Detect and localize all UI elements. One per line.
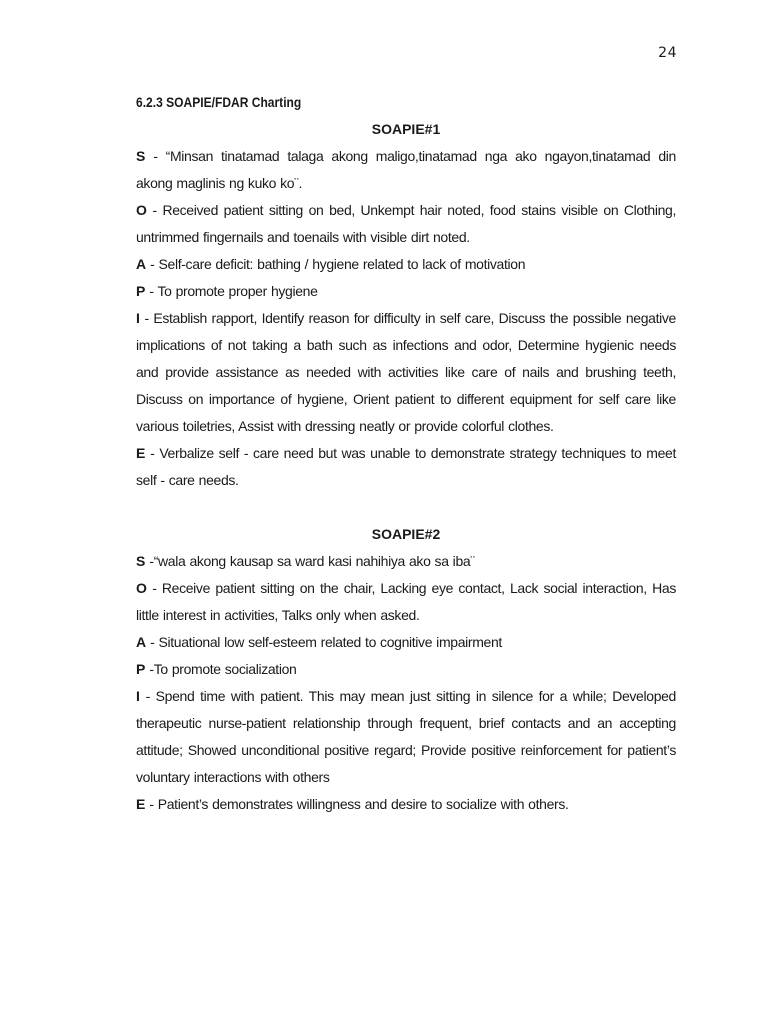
soapie2-objective [136, 575, 676, 629]
soapie2-o-tag: O [136, 580, 147, 596]
soapie1-p-tag: P [136, 283, 146, 299]
soapie1-subjective [136, 143, 676, 197]
soapie2-i-tag: I [136, 688, 140, 704]
soapie2-title: SOAPIE#2 [371, 526, 441, 542]
soapie2-a-text: - Situational low self-esteem related to cognitive impairment [146, 634, 502, 650]
soapie2-assessment [136, 629, 676, 656]
soapie1-e-text: - Verbalize self - care need but was unable to demonstrate strategy techniques to meet self - care needs. [136, 445, 676, 488]
soapie2-intervention [136, 683, 676, 791]
soapie1-intervention [136, 305, 676, 440]
soapie1-o-text: - Received patient sitting on bed, Unkempt hair noted, food stains visible on Clothing, untrimmed fingernails and toenails with visible dirt noted. [136, 202, 676, 245]
soapie2-s-text: -“wala akong kausap sa ward kasi nahihiya ako sa iba¨ [145, 553, 475, 569]
soapie1-e-tag: E [136, 445, 146, 461]
soapie1-s-text: - “Minsan tinatamad talaga akong maligo,tinatamad nga ako ngayon,tinatamad din akong maglinis ng kuko ko¨. [136, 148, 676, 191]
section-spacer [136, 494, 676, 521]
soapie1-i-text: - Establish rapport, Identify reason for difficulty in self care, Discuss the possible negative implications of not taking a bath such as infections and odor, Determine hygienic needs and provide assistance as needed with activities like care of nails and brushing teeth, Discuss on importance of hygiene, Orient patient to different equipment for self care like various toiletries, Assist with dressing neatly or provide colorful clothes. [136, 310, 676, 434]
soapie2-evaluation [136, 791, 676, 818]
soapie2-s-tag: S [136, 553, 146, 569]
document-body [136, 89, 676, 818]
soapie2-a-tag: A [136, 634, 147, 650]
soapie2-i-text: - Spend time with patient. This may mean just sitting in silence for a while; Developed therapeutic nurse-patient relationship through frequent, brief contacts and an accepting attitude; Showed unconditional positive regard; Provide positive reinforcement for patient’s voluntary interactions with others [136, 688, 676, 785]
soapie2-e-tag: E [136, 796, 146, 812]
page-number: 24 [658, 45, 677, 61]
soapie1-objective [136, 197, 676, 251]
soapie1-evaluation [136, 440, 676, 494]
soapie1-title: SOAPIE#1 [371, 121, 441, 137]
section-heading: 6.2.3 SOAPIE/FDAR Charting [136, 94, 302, 110]
soapie2-p-tag: P [136, 661, 146, 677]
soapie2-plan [136, 656, 676, 683]
soapie2-p-text: -To promote socialization [145, 661, 297, 677]
soapie1-i-tag: I [136, 310, 140, 326]
soapie1-assessment [136, 251, 676, 278]
soapie2-e-text: - Patient’s demonstrates willingness and desire to socialize with others. [145, 796, 569, 812]
soapie2-subjective [136, 548, 676, 575]
soapie1-a-text: - Self-care deficit: bathing / hygiene related to lack of motivation [146, 256, 526, 272]
soapie1-p-text: - To promote proper hygiene [145, 283, 318, 299]
soapie1-s-tag: S [136, 148, 146, 164]
soapie1-plan [136, 278, 676, 305]
soapie1-a-tag: A [136, 256, 147, 272]
soapie1-o-tag: O [136, 202, 147, 218]
soapie2-o-text: - Receive patient sitting on the chair, Lacking eye contact, Lack social interaction, Has little interest in activities, Talks only when asked. [136, 580, 676, 623]
